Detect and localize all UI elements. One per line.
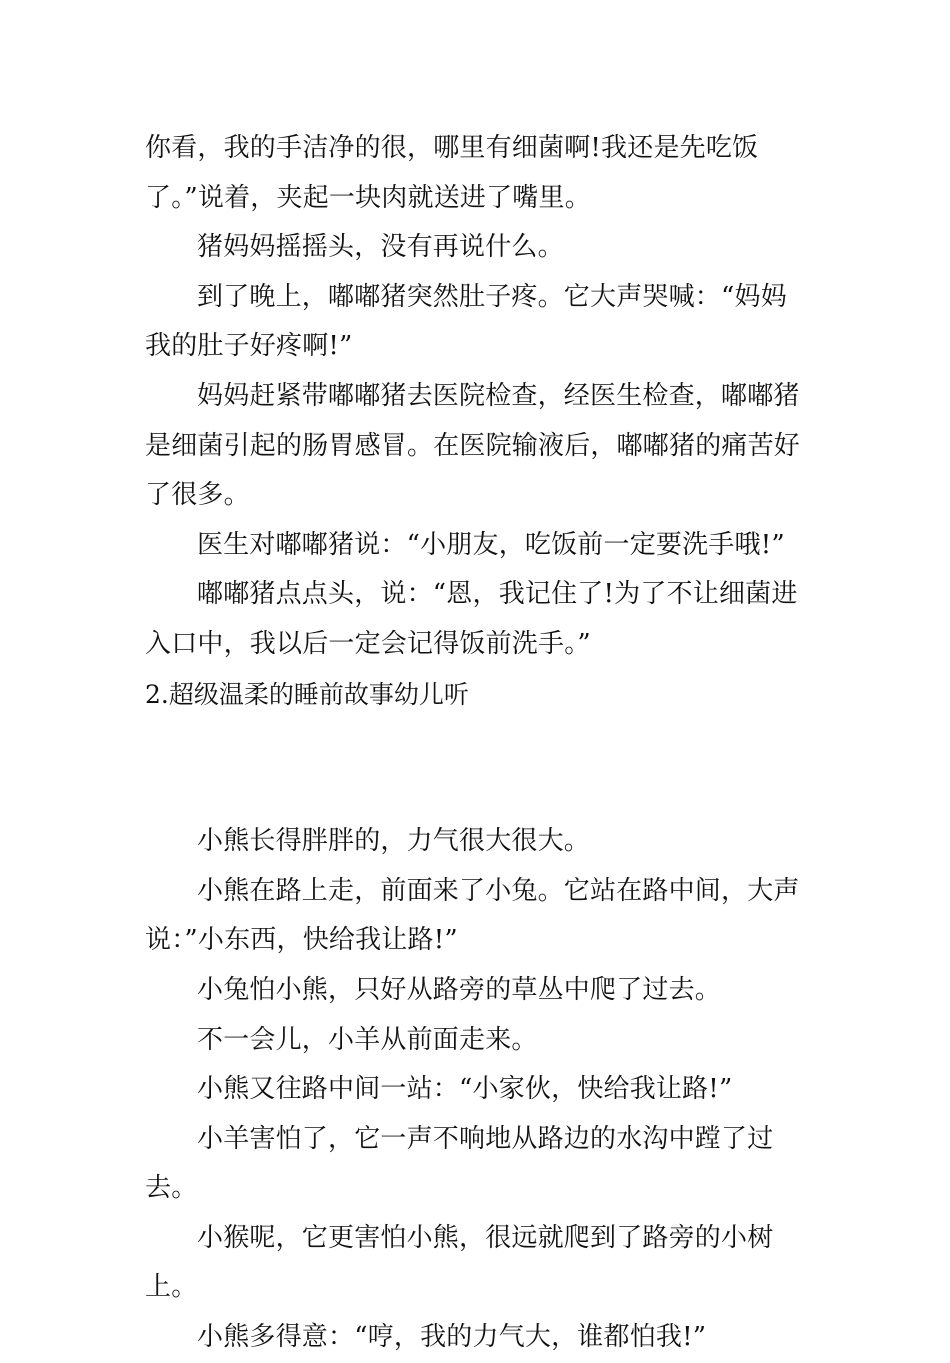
paragraph: 小熊多得意：“哼，我的力气大，谁都怕我!” xyxy=(197,1322,707,1353)
paragraph: 小熊又往路中间一站：“小家伙，快给我让路!” xyxy=(197,1074,733,1105)
paragraph-continuation: 你看，我的手洁净的很，哪里有细菌啊!我还是先吃饭了。”说着，夹起一块肉就送进了嘴里。 xyxy=(145,133,759,213)
paragraph: 小熊在路上走，前面来了小兔。它站在路中间，大声说：”小东西，快给我让路!” xyxy=(145,875,800,956)
paragraph: 到了晚上，嘟嘟猪突然肚子疼。它大声哭喊：“妈妈我的肚子好疼啊!” xyxy=(145,281,787,362)
paragraph: 小熊长得胖胖的，力气很大很大。 xyxy=(197,826,591,857)
paragraph: 小猴呢，它更害怕小熊，很远就爬到了路旁的小树上。 xyxy=(145,1222,774,1303)
spacer xyxy=(145,719,810,817)
paragraph: 医生对嘟嘟猪说：“小朋友，吃饭前一定要洗手哦!” xyxy=(197,529,785,560)
paragraph: 妈妈赶紧带嘟嘟猪去医院检查，经医生检查，嘟嘟猪是细菌引起的肠胃感冒。在医院输液后，嘟嘟猪的痛苦好了很多。 xyxy=(145,380,801,511)
paragraph: 小兔怕小熊，只好从路旁的草丛中爬了过去。 xyxy=(197,974,722,1005)
section-heading: 2.超级温柔的睡前故事幼儿听 xyxy=(145,679,469,709)
document-body xyxy=(145,124,810,1363)
paragraph: 嘟嘟猪点点头，说：“恩，我记住了!为了不让细菌进入口中，我以后一定会记得饭前洗手。” xyxy=(145,579,798,659)
paragraph: 小羊害怕了，它一声不响地从路边的水沟中蹚了过去。 xyxy=(145,1123,774,1204)
paragraph: 不一会儿，小羊从前面走来。 xyxy=(197,1024,538,1055)
paragraph: 猪妈妈摇摇头，没有再说什么。 xyxy=(197,232,564,263)
